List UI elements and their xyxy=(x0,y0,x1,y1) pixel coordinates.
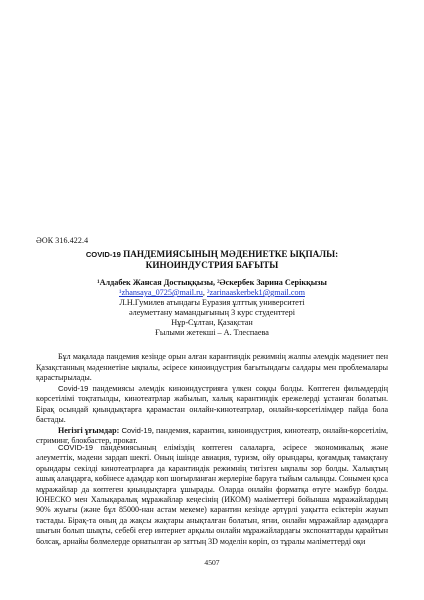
abstract-paragraph-2-rest: пандемиясы әлемдік киноиндустрияға үлкен соққы болды. Көптеген фильмдердің көрсетілімі тоқтатылды, кинотеатрлар жабылып, халық карантиндік ережелерді ұстанған болатын. Бірақ осындай қиындықтарға қарамастан онлайн-кинотеатрлар, онлайн-көрсетілімдер пайда бола бастады. xyxy=(36,383,388,424)
affiliation-city: Нұр-Сұлтан, Қазақстан xyxy=(171,318,253,327)
affiliation-students: әлеуметтану мамандығының 3 курс студенттері xyxy=(129,308,295,317)
affiliation-university: Л.Н.Гумилев атындағы Еуразия ұлттық университеті xyxy=(119,298,305,307)
email-link-1[interactable]: ¹zhansaya_0725@mail.ru xyxy=(119,288,203,297)
page-number: 4507 xyxy=(204,558,220,567)
author-names: ¹Алдабек Жансая Достыққызы, ²Әскербек Зарина Серікқызы xyxy=(97,278,327,287)
author-block xyxy=(40,278,384,338)
body-text xyxy=(36,443,388,547)
keywords-list: , пандемия, карантин, киноиндустрия, кинотеатр, онлайн-көрсетілім, стриминг, блокбастер, прокат. xyxy=(36,425,389,445)
abstract-paragraph-1: Бұл мақалада пандемия кезінде орын алған карантиндік режимнің жалпы әлемдік мәдениет пен Қазақстанның мәдениетіне ықпалы, әсіресе киноиндустрия бағытындағы салдары мен проблемалары қарастырылады. xyxy=(36,352,388,382)
body-paragraph-1-rest: пандемиясының еліміздің көптеген салаларға, әсіресе экономикалық және әлеуметтік, мәдени зардап шекті. Оның ішінде авиация, туризм, ойу орындары, қоғамдық тамақтану орындары секілді кинотеатрларға да карантиндік режимнің тигізген ықпалы зор болды. Халықтың ашық алаңдарға, көбінесе адамдар көп шоғырланған жерлеріне баруға тыйым салынды. Сонымен қоса мұражайлар да көптеген қиындықтарға ұшырады. Оларда онлайн форматқа өтуге мәжбүр болды. ЮНЕСКО мен Халықаралық мұражайлар кеңесінің (ИКОМ) мәліметтері бойынша мұражайлардың 90% жуығы (және бұл 85000-нан астам мекеме) карантин кезінде әртүрлі уақытта есіктерін жауып тастады. Бірақ-та оның да жақсы жақтары анықталған болатын, яғни, онлайн мұражайлар адамдарға шығын болып шықты, себебі егер интернет арқылы онлайн мұражайлардағы экспонаттарды қарайтын болсақ, арнайы бөлмелерде орнатылған әр заттың 3D моделін көріп, оз тұралы мәліметтерді оқи xyxy=(36,443,388,546)
body-paragraph-1 xyxy=(36,443,388,547)
abstract-paragraph-2 xyxy=(36,384,388,426)
article-title xyxy=(40,249,384,271)
title-line-1 xyxy=(40,249,384,260)
author-emails xyxy=(40,288,384,298)
email-link-2[interactable]: ²zarinaaskerbek1@gmail.com xyxy=(207,288,305,297)
supervisor: Ғылыми жетекші – А. Тлеспаева xyxy=(155,328,269,337)
title-line-2: КИНОИНДУСТРИЯ БАҒЫТЫ xyxy=(145,260,279,270)
keywords-covid: Covid-19 xyxy=(119,425,152,435)
udk-code: ӘОК 316.422.4 xyxy=(36,236,89,245)
title-line-1-rest: ПАНДЕМИЯСЫНЫҢ МӘДЕНИЕТКЕ ЫҚПАЛЫ: xyxy=(120,249,339,259)
abstract-covid-prefix: Covid-19 xyxy=(58,383,89,393)
title-covid-prefix: COVID-19 xyxy=(85,250,121,259)
keywords-label: Негізгі ұғымдар: xyxy=(58,425,120,435)
email-separator: , xyxy=(202,288,207,297)
abstract xyxy=(36,352,388,447)
body-covid-prefix: COVID-19 xyxy=(58,443,94,452)
